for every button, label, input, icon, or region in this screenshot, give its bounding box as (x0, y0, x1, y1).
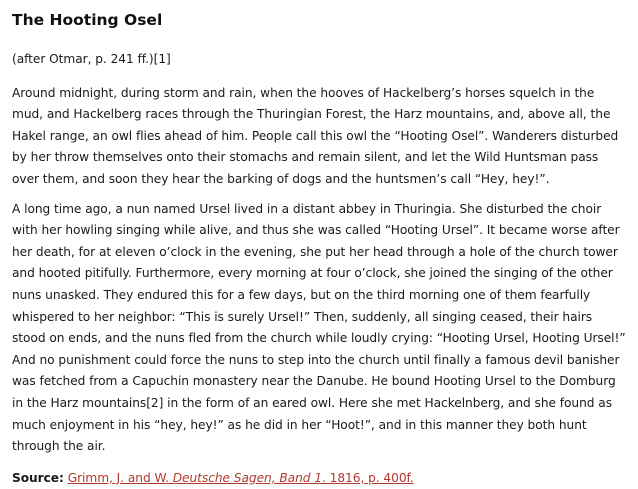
source-link-detail: . 1816, p. 400f. (321, 470, 414, 485)
source-link-title: Deutsche Sagen, Band 1 (172, 470, 322, 485)
source-label: Source: (12, 470, 64, 485)
page-title: The Hooting Osel (12, 11, 163, 29)
paragraph-2: A long time ago, a nun named Ursel lived in a distant abbey in Thuringia. She disturbed the choir with her howling singing while alive, and thus she was called “Hooting Ursel”. It became worse after her death, for at eleven o’clock in the evening, she put her head through a hole of the church tower and hooted pitifully. Furthermore, every morning at four o’clock, she joined the singing of the other nuns unasked. They endured this for a few days, but on the third morning one of them fearfully whispered to her neighbor: “This is surely Ursel!” Then, suddenly, all singing ceased, their hairs stood on ends, and the nuns fled from the church while loudly crying: “Hooting Ursel, Hooting Ursel!” And no punishment could force the nuns to step into the church until finally a famous devil banisher was fetched from a Capuchin monastery near the Danube. He bound Hooting Ursel to the Domburg in the Harz mountains[2] in the form of an eared owl. Here she met Hackelnberg, and she found as much enjoyment in his “hey, hey!” as he did in her “Hoot!”, and in this manner they both hunt through the air. (12, 201, 626, 454)
source-link[interactable] (68, 471, 414, 485)
source-link-author: Grimm, J. and W. (67, 470, 173, 485)
subtitle: (after Otmar, p. 241 ff.)[1] (12, 52, 171, 66)
paragraph-1: Around midnight, during storm and rain, when the hooves of Hackelberg’s horses squelch in the mud, and Hackelberg races through the Thuringian Forest, the Harz mountains, and, above all, the Hakel range, an owl flies ahead of him. People call this owl the “Hooting Osel”. Wanderers disturbed by her throw themselves onto their stomachs and remain silent, and let the Wild Huntsman pass over them, and soon they hear the barking of dogs and the huntsmen’s call “Hey, hey!”. (12, 85, 619, 186)
source-line (12, 468, 626, 489)
